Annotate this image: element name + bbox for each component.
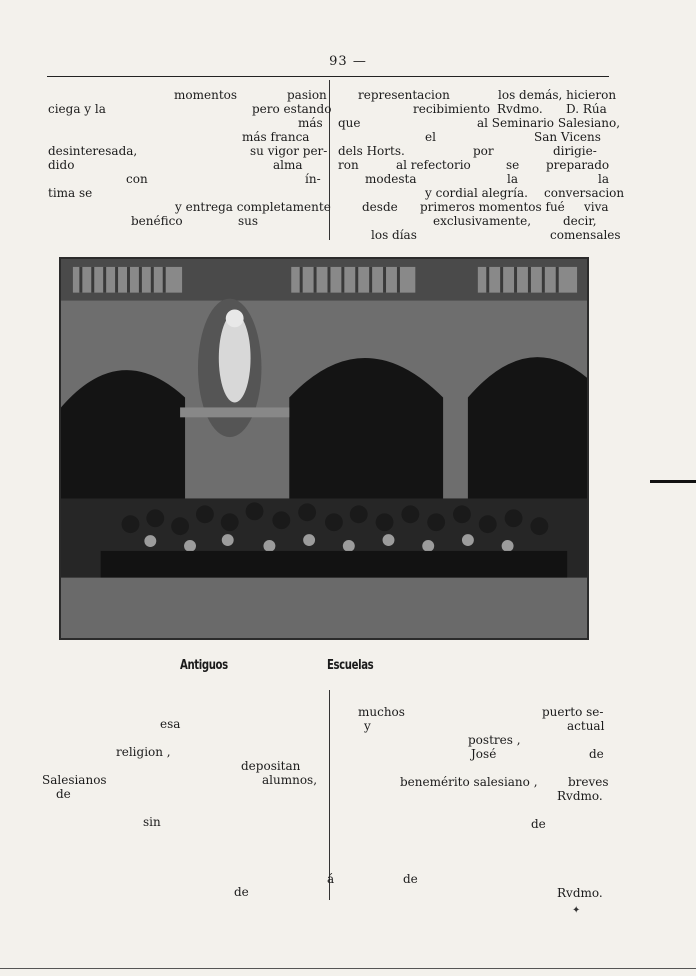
text-fragment: depositan — [241, 759, 301, 773]
text-fragment: los días — [371, 228, 417, 242]
text-fragment: tima se — [48, 186, 93, 200]
text-fragment: conversacion — [544, 186, 625, 200]
text-fragment: dirigie- — [553, 144, 597, 158]
text-fragment: más franca — [242, 130, 310, 144]
text-fragment: alma — [273, 158, 303, 172]
text-fragment: desinteresada, — [48, 144, 138, 158]
text-fragment: de — [589, 747, 604, 761]
edge-rule — [650, 480, 696, 483]
text-fragment: de — [56, 787, 71, 801]
text-fragment: pasion — [287, 88, 327, 102]
text-fragment: de — [531, 817, 546, 831]
text-fragment: postres , — [468, 733, 521, 747]
text-fragment: Rvdmo. — [557, 789, 603, 803]
bottom-rule — [0, 968, 696, 969]
caption-right: Escuelas — [327, 658, 374, 673]
text-fragment: ron — [338, 158, 359, 172]
text-fragment: se — [506, 158, 520, 172]
text-fragment: de — [234, 885, 249, 899]
text-fragment: exclusivamente, — [433, 214, 532, 228]
text-fragment: religion , — [116, 745, 171, 759]
group-photograph — [59, 257, 589, 640]
text-fragment: de — [403, 872, 418, 886]
text-fragment: al Seminario Salesiano, — [477, 116, 621, 130]
text-fragment: la — [507, 172, 518, 186]
ornament-mark: ✦ — [572, 905, 581, 916]
text-fragment: modesta — [365, 172, 417, 186]
text-fragment: más — [298, 116, 323, 130]
text-fragment: sus — [238, 214, 259, 228]
text-fragment: y entrega completamente — [175, 200, 331, 214]
text-fragment: desde — [362, 200, 398, 214]
text-fragment: ciega y la — [48, 102, 106, 116]
text-fragment: Rvdmo. — [497, 102, 543, 116]
text-fragment: sin — [143, 815, 161, 829]
text-fragment: comensales — [550, 228, 621, 242]
bottom-column-divider — [329, 690, 330, 900]
text-fragment: la — [598, 172, 609, 186]
text-fragment: los demás, hicieron — [498, 88, 617, 102]
caption-left: Antiguos — [180, 658, 228, 673]
photo-image — [61, 259, 587, 638]
text-fragment: que — [338, 116, 361, 130]
page-number: 93 — — [329, 54, 367, 69]
text-fragment: representacion — [358, 88, 450, 102]
text-fragment: por — [473, 144, 494, 158]
text-fragment: Salesianos — [42, 773, 107, 787]
text-fragment: con — [126, 172, 148, 186]
text-fragment: primeros momentos fué — [420, 200, 565, 214]
text-fragment: decir, — [563, 214, 597, 228]
text-fragment: dido — [48, 158, 75, 172]
text-fragment: esa — [160, 717, 181, 731]
text-fragment: alumnos, — [262, 773, 318, 787]
text-fragment: al refectorio — [396, 158, 471, 172]
text-fragment: breves — [568, 775, 609, 789]
text-fragment: benemérito salesiano , — [400, 775, 538, 789]
text-fragment: su vigor per- — [250, 144, 328, 158]
text-fragment: José — [471, 747, 497, 761]
text-fragment: y — [364, 719, 371, 733]
text-fragment: dels Horts. — [338, 144, 405, 158]
text-fragment: preparado — [546, 158, 610, 172]
text-fragment: San Vicens — [534, 130, 601, 144]
text-fragment: y cordial alegría. — [425, 186, 528, 200]
text-fragment: benéfico — [131, 214, 183, 228]
text-fragment: á — [327, 872, 335, 886]
text-fragment: D. Rúa — [566, 102, 607, 116]
text-fragment: recibimiento — [413, 102, 491, 116]
text-fragment: viva — [584, 200, 609, 214]
text-fragment: puerto se- — [542, 705, 604, 719]
text-fragment: muchos — [358, 705, 405, 719]
text-fragment: ín- — [305, 172, 321, 186]
header-rule — [47, 76, 609, 77]
text-fragment: Rvdmo. — [557, 886, 603, 900]
text-fragment: momentos — [174, 88, 238, 102]
text-fragment: actual — [567, 719, 605, 733]
text-fragment: el — [425, 130, 436, 144]
text-fragment: pero estando — [252, 102, 332, 116]
